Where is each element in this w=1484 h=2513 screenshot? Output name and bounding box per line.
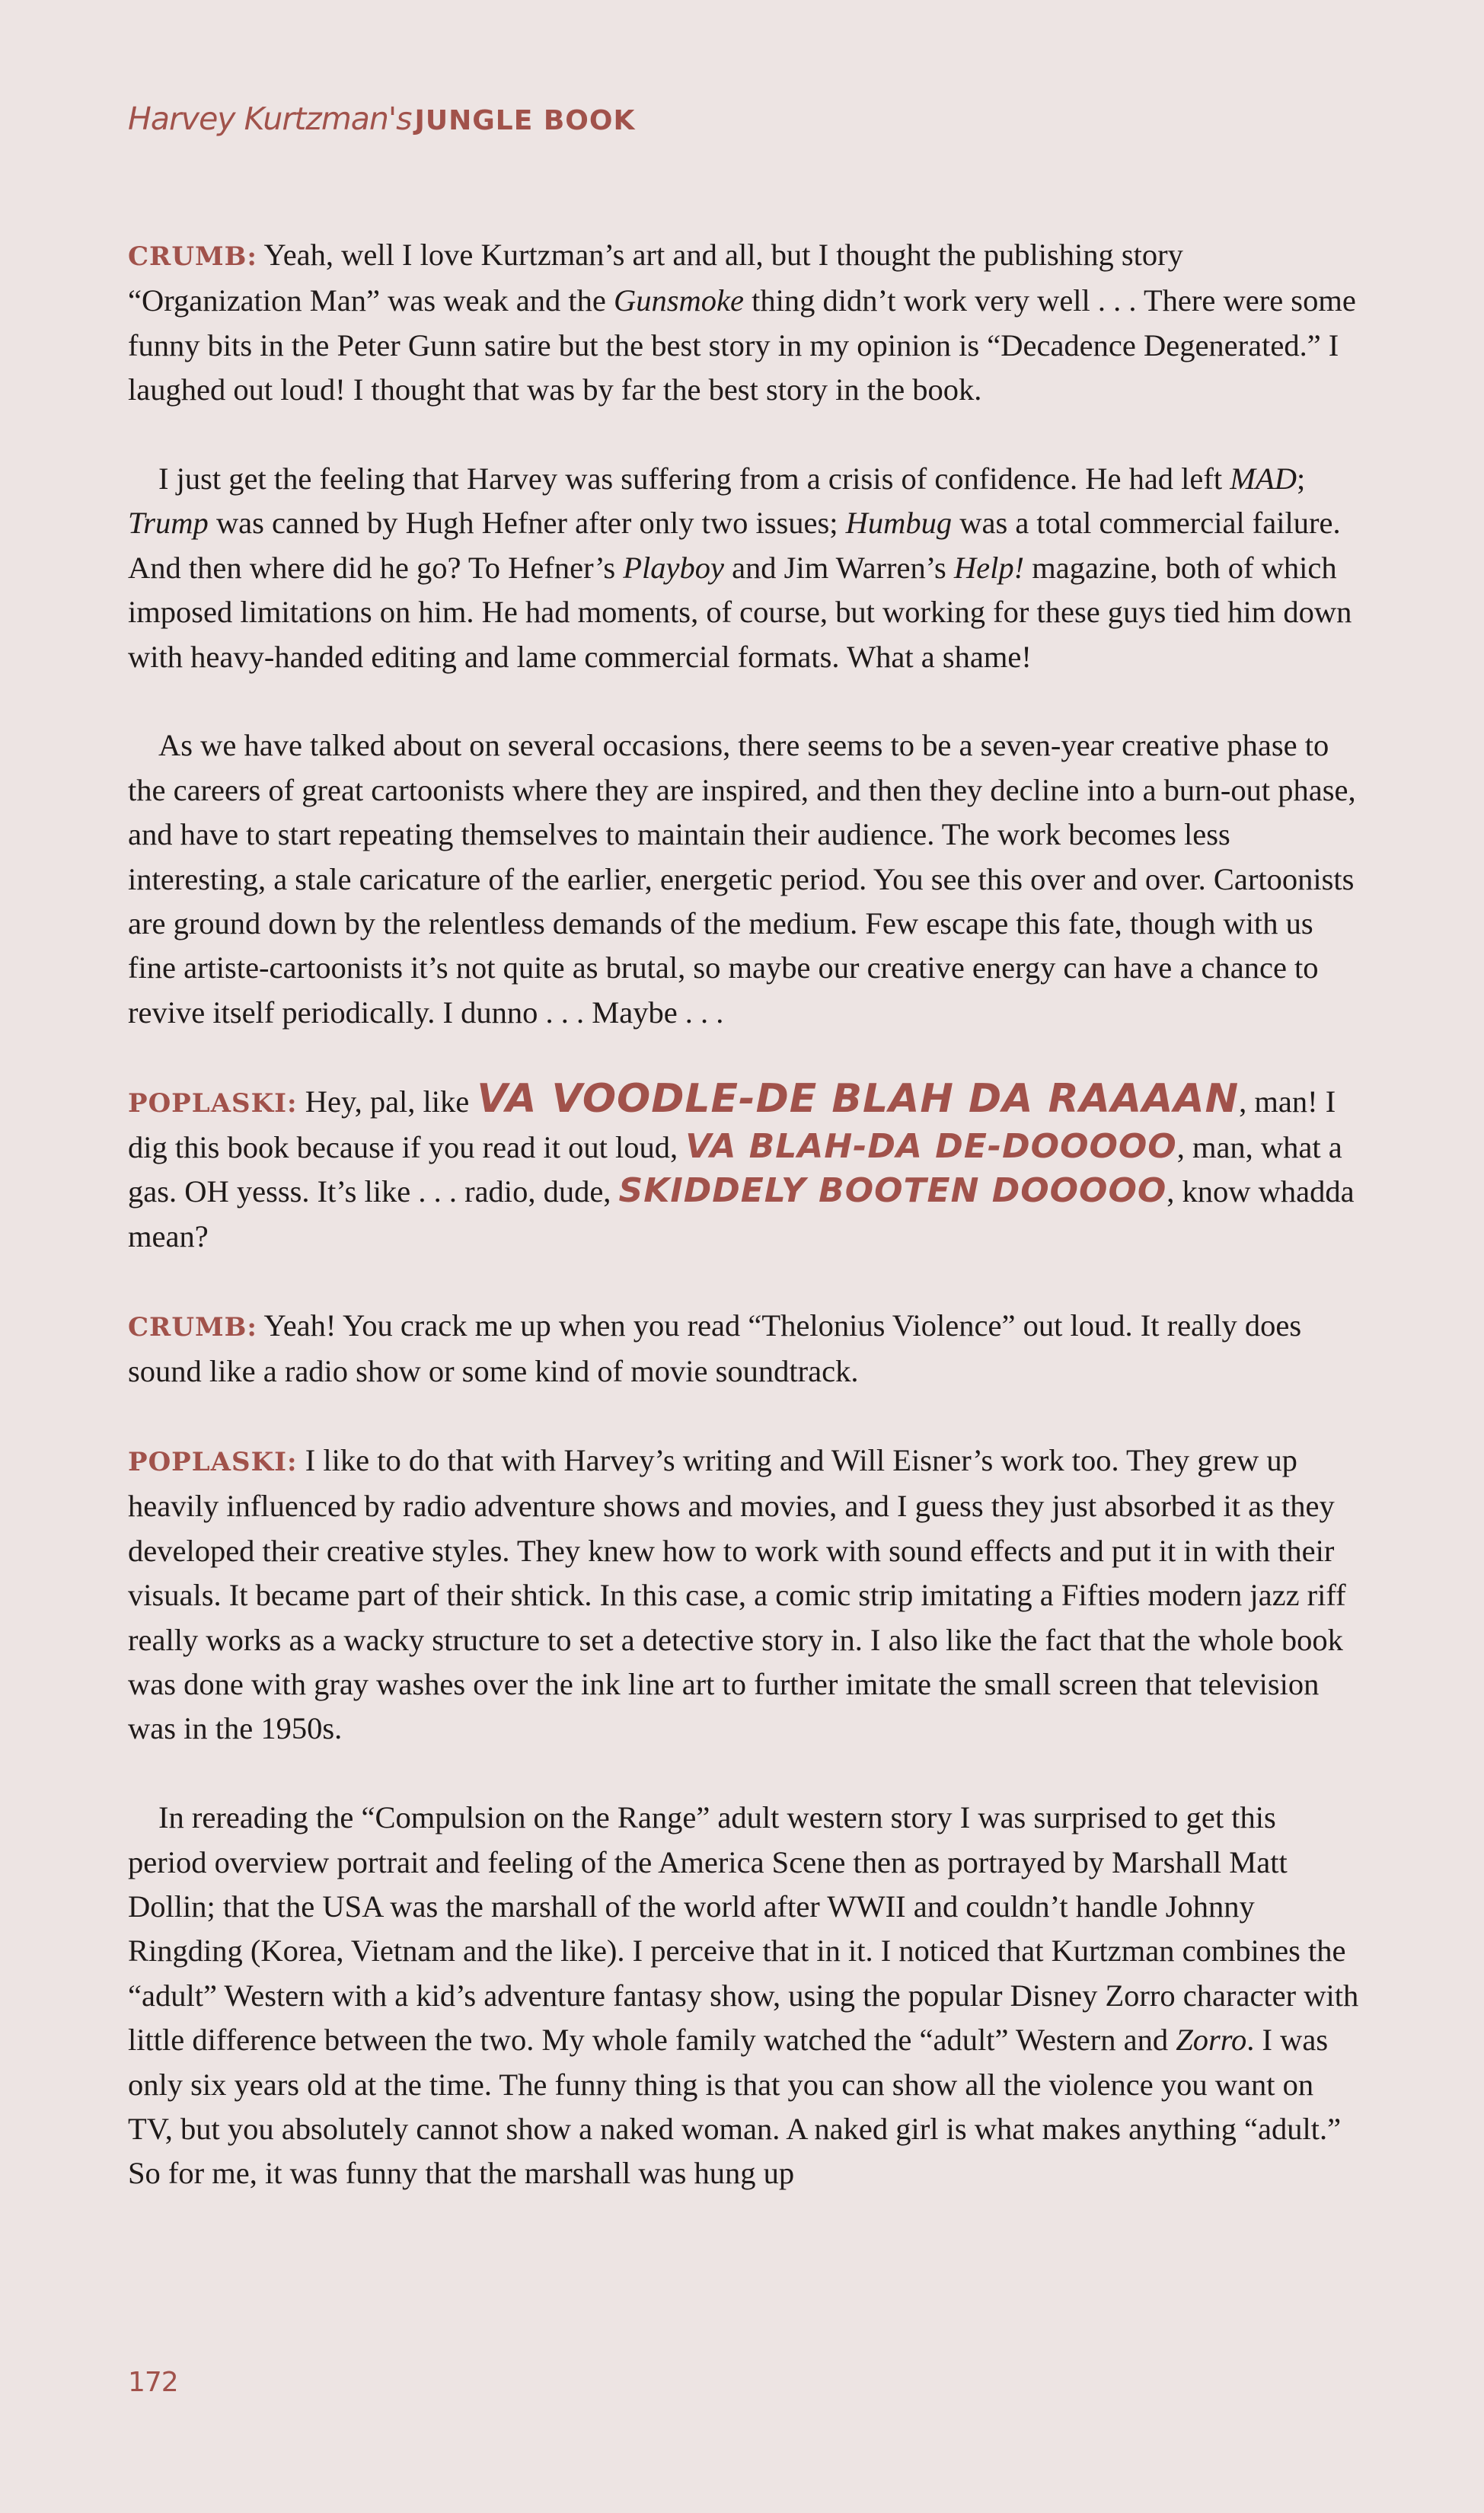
paragraph-poplaski-1 [128, 1075, 1361, 1260]
running-header [128, 101, 635, 137]
text-run: thing didn’t work very well . . . There were some funny bits in the Peter Gunn satire but the best story in my opinion is “Decadence Degenerated.” I laughed out loud! I thought that was by far the best story in the book. [128, 283, 1356, 407]
text-run: was canned by Hugh Hefner after only two issues; [208, 506, 846, 541]
paragraph-crumb-1 [128, 233, 1361, 413]
text-run: . I was only six years old at the time. The funny thing is that you can show all the violence you want on TV, but you absolutely cannot show a naked woman. A naked girl is what makes anything “adult.” So for me, it was funny that the marshall was hung up [128, 2023, 1342, 2191]
sound-effect-text: VA BLAH-DA DE-DOOOOO [685, 1127, 1177, 1167]
italic-title: Trump [128, 506, 209, 541]
page-number: 172 [128, 2367, 178, 2398]
speaker-label: POPLASKI: [128, 1446, 298, 1477]
speaker-label: CRUMB: [128, 241, 257, 272]
text-run: Hey, pal, like [297, 1084, 477, 1119]
text-run: In rereading the “Compulsion on the Range” adult western story I was surprised to get this period overview portrait and feeling of the America Scene then as portrayed by Marshall Matt Dollin; that the USA was the marshall of the world after WWII and couldn’t handle Johnny Ringding (Korea, Vietnam and the like). I perceive that in it. I noticed that Kurtzman combines the “adult” Western with a kid’s adventure fantasy show, using the popular Disney Zorro character with little difference between the two. My whole family watched the “adult” Western and [128, 1800, 1359, 2058]
paragraph-poplaski-3 [128, 1796, 1361, 2196]
paragraph-crumb-2 [128, 457, 1361, 679]
header-book-title: JUNGLE BOOK [414, 105, 636, 136]
paragraph-gap [128, 1394, 1361, 1439]
italic-title: MAD [1230, 461, 1297, 497]
body-text [128, 233, 1361, 2196]
text-run: I like to do that with Harvey’s writing and Will Eisner’s work too. They grew up heavily influenced by radio adventure shows and movies, and I guess they just absorbed it as they developed their creative styles. They knew how to work with sound effects and put it in with their visuals. It became part of their shtick. In this case, a comic strip imitating a Fifties modern jazz riff really works as a wacky structure to set a detective story in. I also like the fact that the whole book was done with gray washes over the ink line art to further imitate the small screen that television was in the 1950s. [128, 1442, 1346, 1746]
italic-title: Humbug [845, 506, 953, 541]
paragraph-crumb-4 [128, 1304, 1361, 1394]
paragraph-gap [128, 1259, 1361, 1303]
text-run: , man, what a gas. OH yesss. It’s like . . . radio, dude, [128, 1130, 1342, 1209]
paragraph-crumb-3 [128, 723, 1361, 1035]
italic-title: Playboy [623, 550, 724, 585]
text-run: was a total commercial failure. And then where did he go? To Hefner’s [128, 506, 1341, 585]
italic-title: Zorro [1176, 2023, 1247, 2058]
text-run: Yeah, well I love Kurtzman’s art and all, but I thought the publishing story “Organization Man” was weak and the [128, 238, 1183, 318]
paragraph-gap [128, 413, 1361, 457]
text-run: ; [1297, 461, 1306, 497]
paragraph-gap [128, 1751, 1361, 1796]
paragraph-gap [128, 679, 1361, 723]
text-run: As we have talked about on several occasions, there seems to be a seven-year creative phase to the careers of great cartoonists where they are inspired, and then they decline into a burn-out phase, and have to start repeating themselves to maintain their audience. The work becomes less interesting, a stale caricature of the earlier, energetic period. You see this over and over. Cartoonists are ground down by the relentless demands of the medium. Few escape this fate, though with us fine artiste-cartoonists it’s not quite as brutal, so maybe our creative energy can have a chance to revive itself periodically. I dunno . . . Maybe . . . [128, 728, 1356, 1030]
speaker-label: CRUMB: [128, 1311, 257, 1343]
text-run: I just get the feeling that Harvey was suffering from a crisis of confidence. He had left [158, 461, 1230, 497]
header-script-title: Harvey Kurtzman's [128, 101, 412, 137]
sound-effect-text: SKIDDELY BOOTEN DOOOOO [618, 1171, 1167, 1211]
speaker-label: POPLASKI: [128, 1087, 298, 1119]
italic-title: Gunsmoke [614, 283, 744, 318]
text-run: Yeah! You crack me up when you read “Thelonius Violence” out loud. It really does sound like a radio show or some kind of movie soundtrack. [128, 1308, 1302, 1389]
text-run: and Jim Warren’s [723, 550, 954, 585]
text-run: magazine, both of which imposed limitations on him. He had moments, of course, but working for these guys tied him down with heavy-handed editing and lame commercial formats. What a shame! [128, 550, 1352, 674]
paragraph-poplaski-2 [128, 1439, 1361, 1751]
paragraph-gap [128, 1035, 1361, 1079]
italic-title: Help! [953, 550, 1025, 585]
text-run: , know whadda mean? [128, 1174, 1355, 1253]
sound-effect-text: VA VOODLE-DE BLAH DA RAAAAN [477, 1075, 1240, 1122]
text-run: , man! I dig this book because if you read it out loud, [128, 1084, 1336, 1165]
